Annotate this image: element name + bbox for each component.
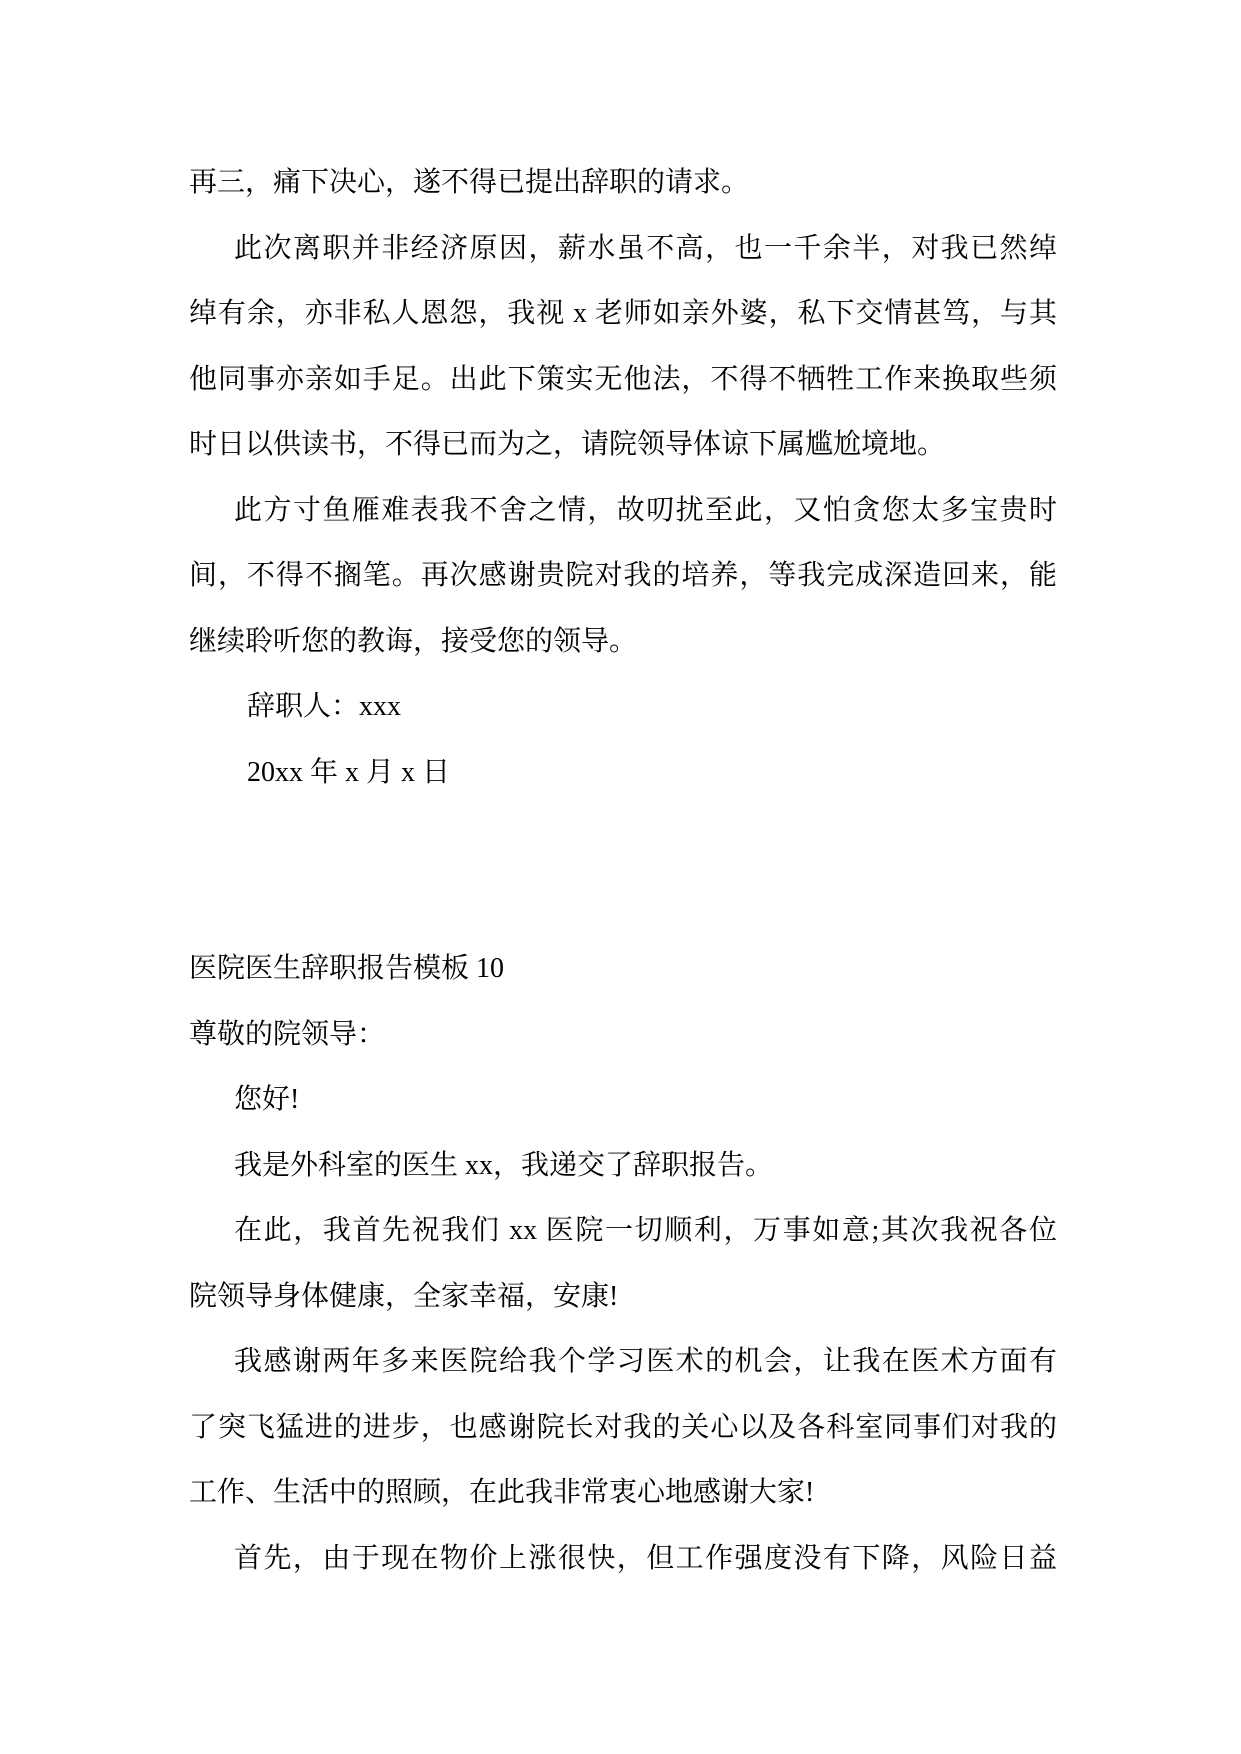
paragraph-line: 了突飞猛进的进步，也感谢院长对我的关心以及各科室同事们对我的	[189, 1411, 1057, 1443]
paragraph-line: 在此，我首先祝我们 xx 医院一切顺利，万事如意;其次我祝各位	[234, 1215, 1057, 1246]
paragraph	[189, 1133, 1057, 1199]
paragraph	[189, 216, 1057, 478]
signature-date: 20xx 年 x 月 x 日	[247, 756, 451, 788]
salutation: 尊敬的院领导：	[189, 1018, 386, 1050]
template-10-letter	[189, 936, 1057, 1591]
paragraph-line: 我是外科室的医生 xx，我递交了辞职报告。	[234, 1149, 774, 1181]
previous-letter	[189, 150, 1057, 805]
paragraph-line: 我感谢两年多来医院给我个学习医术的机会，让我在医术方面有	[234, 1346, 1057, 1377]
section-title: 医院医生辞职报告模板 10	[189, 953, 505, 984]
paragraph-line: 继续聆听您的教诲，接受您的领导。	[189, 625, 638, 657]
paragraph-line: 工作、生活中的照顾，在此我非常衷心地感谢大家!	[189, 1477, 815, 1508]
paragraph-line: 此次离职并非经济原因，薪水虽不高，也一千余半，对我已然绰	[234, 232, 1057, 264]
paragraph	[189, 1329, 1057, 1526]
greeting: 您好!	[234, 1084, 300, 1115]
paragraph-line: 绰有余，亦非私人恩怨，我视 x 老师如亲外婆，私下交情甚笃，与其	[189, 298, 1057, 329]
signature: 辞职人：xxx	[247, 691, 402, 722]
paragraph-line: 时日以供读书，不得已而为之，请院领导体谅下属尴尬境地。	[189, 429, 946, 460]
paragraph-line: 首先，由于现在物价上涨很快，但工作强度没有下降，风险日益	[234, 1542, 1057, 1574]
paragraph	[189, 1526, 1057, 1592]
paragraph	[189, 1198, 1057, 1329]
paragraph-line: 他同事亦亲如手足。出此下策实无他法，不得不牺牲工作来换取些须	[189, 363, 1057, 395]
paragraph	[189, 478, 1057, 675]
paragraph-line: 间，不得不搁笔。再次感谢贵院对我的培养，等我完成深造回来，能	[189, 560, 1057, 591]
document-page	[189, 150, 1057, 1591]
paragraph-line: 院领导身体健康，全家幸福，安康!	[189, 1280, 619, 1312]
section-gap	[189, 805, 1057, 936]
paragraph-line: 再三，痛下决心，遂不得已提出辞职的请求。	[189, 167, 750, 198]
paragraph-line: 此方寸鱼雁难表我不舍之情，故叨扰至此，又怕贪您太多宝贵时	[234, 494, 1057, 526]
